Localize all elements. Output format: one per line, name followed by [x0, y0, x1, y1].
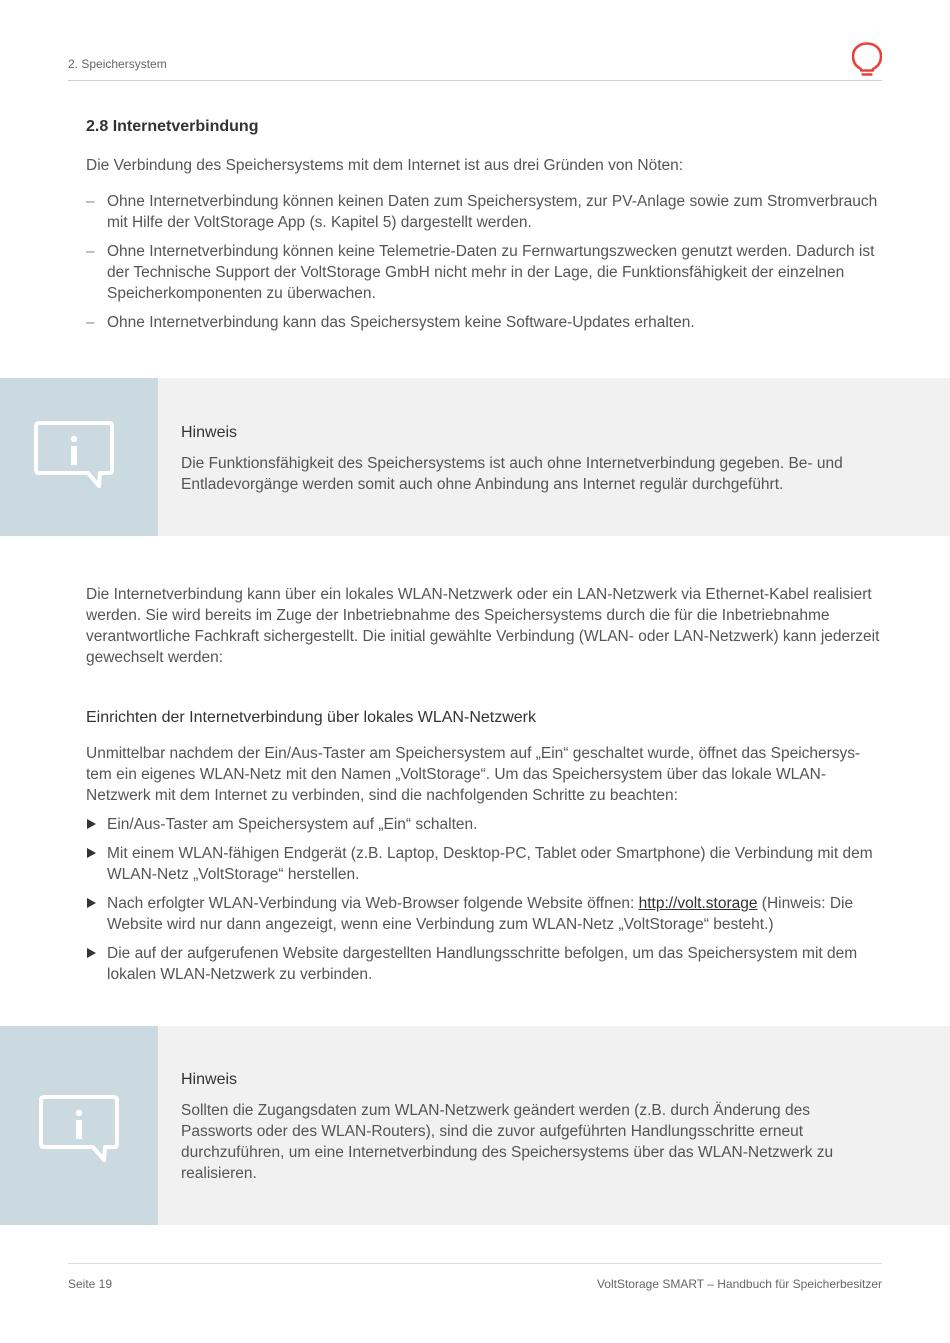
triangle-bullet-icon — [87, 898, 96, 908]
note-text: Die Funktionsfähigkeit des Speichersystems ist auch ohne Internetverbindung gegeben. Be- und Entladevorgänge werden somit auch ohne Anbindung ans Internet regulär durchgeführt. — [181, 455, 843, 493]
page-footer — [68, 1263, 882, 1293]
info-speech-bubble-icon — [33, 420, 115, 490]
connection-section — [86, 584, 880, 668]
triangle-bullet-icon — [87, 948, 96, 958]
note-box — [0, 1026, 950, 1225]
list-item-text: Ein/Aus-Taster am Speichersystem auf „Ein“ schalten. — [107, 816, 478, 833]
page-number: Seite 19 — [68, 1277, 113, 1291]
wlan-intro-text: Unmittelbar nachdem der Ein/Aus-Taster am Speichersystem auf „Ein“ geschaltet wurde, öffnet das Speichersys-tem ein eigenes WLAN-Netz mit den Namen „VoltStorage“. Um das Speichersystem über das lokale WLAN-Netzwerk mit dem Internet zu verbinden, sind die nachfolgenden Schritte zu beachten: — [86, 745, 861, 804]
voltstorage-bulb-logo-icon — [852, 42, 882, 76]
list-item — [86, 814, 876, 835]
list-item-text: Ohne Internetverbindung können keinen Daten zum Speichersystem, zur PV-Anlage sowie zum Stromverbrauch mit Hilfe der VoltStorage App (s. Kapitel 5) dargestellt werden. — [107, 193, 878, 231]
list-item-text: Nach erfolgter WLAN-Verbindung via Web-Browser folgende Website öffnen: — [107, 895, 639, 912]
dash-bullet: – — [86, 314, 95, 331]
document-title: VoltStorage SMART – Handbuch für Speicherbesitzer — [596, 1277, 882, 1291]
connection-text: Die Internetverbindung kann über ein lokales WLAN-Netzwerk oder ein LAN-Netzwerk via Ethernet-Kabel realisiert werden. Sie wird bereits im Zuge der Inbetriebnahme des Speichersystems durch die für die Inbetriebnahme verantwortliche Fachkraft sichergestellt. Die initial gewählte Verbindung (WLAN- oder LAN-Netzwerk) kann jederzeit gewechselt werden: — [86, 586, 880, 666]
list-item-text: Die auf der aufgerufenen Website dargestellten Handlungsschritte befolgen, um das Speichersystem mit dem lokalen WLAN-Netzwerk zu verbinden. — [107, 945, 858, 983]
note-icon-panel — [0, 378, 158, 536]
subsection-heading: Einrichten der Internetverbindung über lokales WLAN-Netzwerk — [86, 709, 536, 726]
list-item-text: (Hinweis: Die Website wird nur dann angezeigt, wenn eine Verbindung zum WLAN-Netz „VoltStorage“ besteht.) — [107, 895, 854, 933]
list-item-text: Ohne Internetverbindung können keine Telemetrie-Daten zu Fernwartungszwecken genutzt werden. Dadurch ist der Technische Support der VoltStorage GmbH nicht mehr in der Lage, die Funktionsfähigkeit der einzelnen Speicherkomponenten zu überwachen. — [107, 243, 875, 302]
info-speech-bubble-icon — [38, 1094, 120, 1164]
website-link[interactable]: http://volt.storage — [638, 895, 758, 912]
list-item-text: Ohne Internetverbindung kann das Speichersystem keine Software-Updates erhalten. — [107, 314, 695, 331]
list-item — [86, 312, 880, 333]
note-title: Hinweis — [181, 1071, 238, 1088]
note-box — [0, 378, 950, 536]
list-item — [86, 843, 876, 885]
section-title: 2. Speichersystem — [68, 57, 167, 71]
triangle-bullet-icon — [87, 848, 96, 858]
steps-list — [86, 814, 876, 985]
note-content — [181, 422, 871, 495]
list-item — [86, 241, 880, 304]
intro-lead: Die Verbindung des Speichersystems mit dem Internet ist aus drei Gründen von Nöten: — [86, 157, 684, 174]
dash-bullet: – — [86, 193, 95, 210]
note-title: Hinweis — [181, 424, 238, 441]
reasons-list — [86, 191, 880, 333]
wlan-section — [86, 707, 876, 993]
intro-section — [86, 116, 880, 341]
list-item — [86, 191, 880, 233]
list-item — [86, 943, 876, 985]
note-content — [181, 1069, 871, 1184]
list-item — [86, 893, 876, 935]
page-header — [68, 40, 882, 81]
dash-bullet: – — [86, 243, 95, 260]
triangle-bullet-icon — [87, 819, 96, 829]
note-text: Sollten die Zugangsdaten zum WLAN-Netzwerk geändert werden (z.B. durch Änderung des Passworts oder des WLAN-Routers), sind die zuvor aufgeführten Handlungsschritte erneut durchzuführen, um eine Internetverbindung des Speichersystems über das WLAN-Netzwerk zu realisieren. — [181, 1102, 834, 1182]
section-heading: 2.8 Internetverbindung — [86, 118, 259, 135]
note-icon-panel — [0, 1026, 158, 1225]
list-item-text: Mit einem WLAN-fähigen Endgerät (z.B. Laptop, Desktop-PC, Tablet oder Smartphone) die Verbindung mit dem WLAN-Netz „VoltStorage“ herstellen. — [107, 845, 873, 883]
